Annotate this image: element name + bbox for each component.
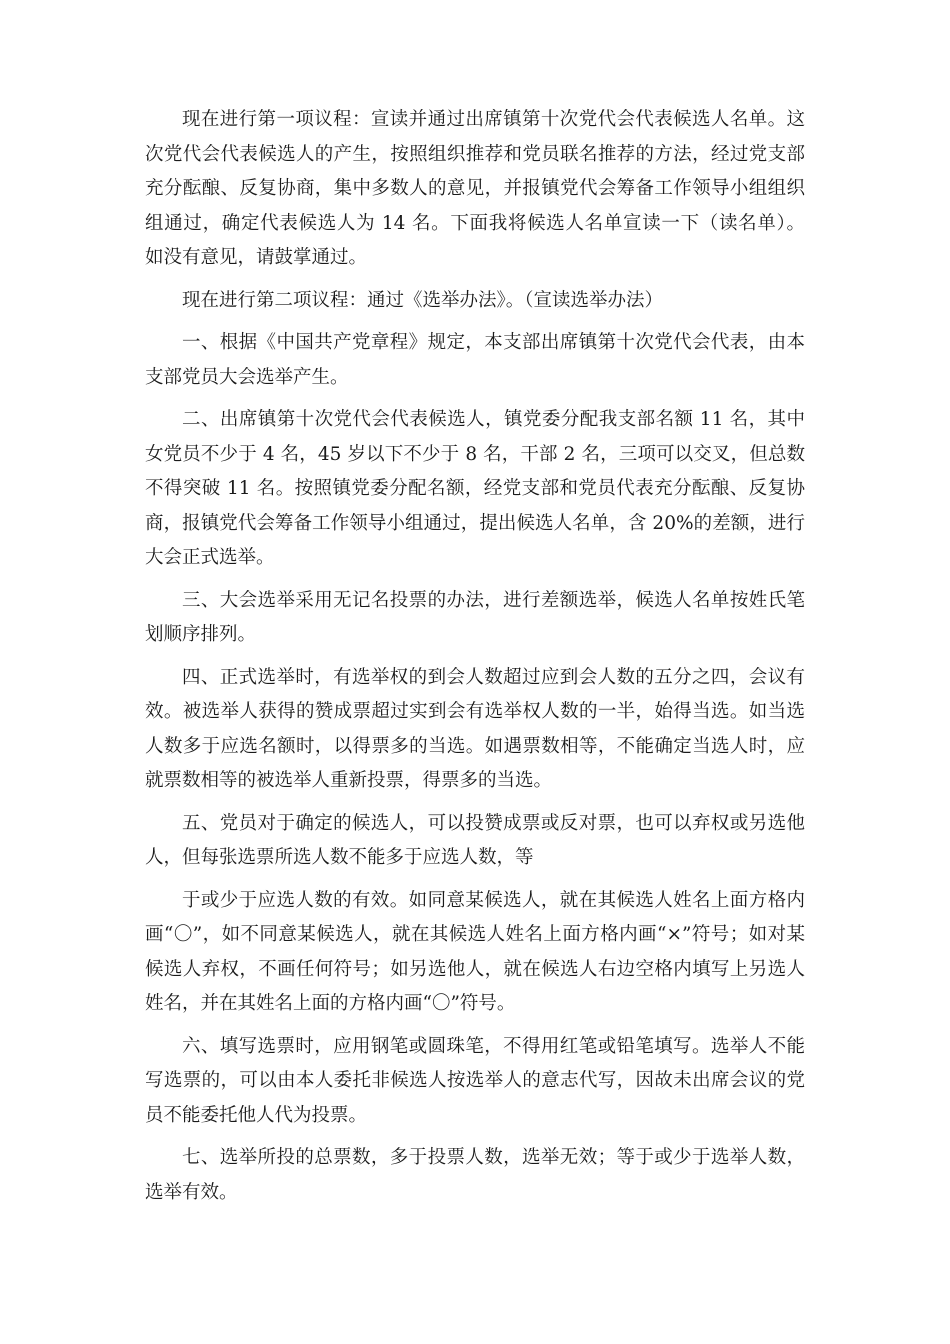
paragraph-rule-7: 七、选举所投的总票数，多于投票人数，选举无效；等于或少于选举人数，选举有效。 [145, 1147, 805, 1203]
paragraph-rule-5: 五、党员对于确定的候选人，可以投赞成票或反对票，也可以弃权或另选他人，但每张选票所选人数不能多于应选人数，等 [145, 812, 805, 868]
paragraph-rule-3: 三、大会选举采用无记名投票的办法，进行差额选举，候选人名单按姓氏笔划顺序排列。 [145, 589, 805, 645]
paragraph-rule-1: 一、根据《中国共产党章程》规定，本支部出席镇第十次党代会代表，由本支部党员大会选举产生。 [145, 332, 805, 388]
paragraph-rule-5-continued: 于或少于应选人数的有效。如同意某候选人，就在其候选人姓名上面方格内画“〇”，如不同意某候选人，就在其候选人姓名上面方格内画“×”符号；如对某候选人弃权，不画任何符号；如另选他人，就在候选人右边空格内填写上另选人姓名，并在其姓名上面的方格内画“〇”符号。 [145, 889, 805, 1014]
document-body [145, 103, 805, 1210]
paragraph-rule-2: 二、出席镇第十次党代会代表候选人，镇党委分配我支部名额 11 名，其中女党员不少于 4 名，45 岁以下不少于 8 名，干部 2 名，三项可以交叉，但总数不得突破 11 名。按照镇党委分配名额，经党支部和党员代表充分酝酿、反复协商，报镇党代会筹备工作领导小组通过，提出候选人名单，含 20%的差额，进行大会正式选举。 [145, 409, 805, 568]
paragraph-rule-4: 四、正式选举时，有选举权的到会人数超过应到会人数的五分之四，会议有效。被选举人获得的赞成票超过实到会有选举权人数的一半，始得当选。如当选人数多于应选名额时，以得票多的当选。如遇票数相等，不能确定当选人时，应就票数相等的被选举人重新投票，得票多的当选。 [145, 666, 805, 791]
paragraph-agenda-item-1: 现在进行第一项议程：宣读并通过出席镇第十次党代会代表候选人名单。这次党代会代表候选人的产生，按照组织推荐和党员联名推荐的方法，经过党支部充分酝酿、反复协商，集中多数人的意见，并报镇党代会筹备工作领导小组组织组通过，确定代表候选人为 14 名。下面我将候选人名单宣读一下（读名单）。 如没有意见，请鼓掌通过。 [145, 109, 805, 268]
paragraph-agenda-item-2: 现在进行第二项议程：通过《选举办法》。（宣读选举办法） [182, 289, 664, 311]
paragraph-rule-6: 六、填写选票时，应用钢笔或圆珠笔，不得用红笔或铅笔填写。选举人不能写选票的，可以由本人委托非候选人按选举人的意志代写，因故未出席会议的党员不能委托他人代为投票。 [145, 1035, 805, 1126]
